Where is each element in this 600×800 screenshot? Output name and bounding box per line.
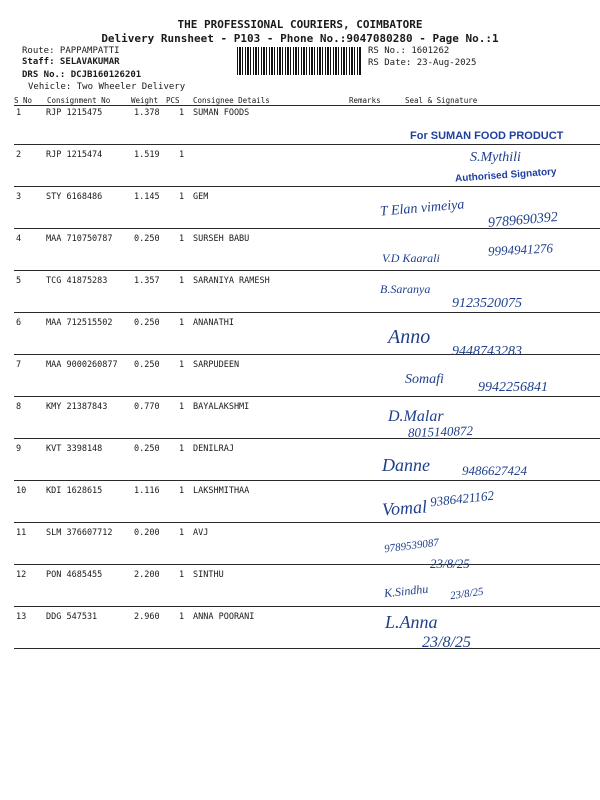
row-weight: 0.200 <box>134 528 160 538</box>
col-seal: Seal & Signature <box>405 96 478 105</box>
row-weight: 2.200 <box>134 570 160 580</box>
row-weight: 1.378 <box>134 108 160 118</box>
row-sno: 6 <box>16 318 22 328</box>
row-consignment-no: MAA 712515502 <box>46 318 113 328</box>
row-weight: 0.770 <box>134 402 160 412</box>
row-weight: 0.250 <box>134 444 160 454</box>
phone-row-5: 9123520075 <box>452 296 522 311</box>
row-consignee: SARPUDEEN <box>193 360 240 370</box>
row-separator <box>14 606 600 607</box>
row-pcs: 1 <box>179 318 185 328</box>
signature-row-13: L.Anna <box>385 612 438 632</box>
col-sno: S No <box>14 96 33 105</box>
row-weight: 2.960 <box>134 612 160 622</box>
row-consignee: ANNA POORANI <box>193 612 255 622</box>
row-pcs: 1 <box>179 612 185 622</box>
row-consignment-no: RJP 1215474 <box>46 150 103 160</box>
row-separator <box>14 396 600 397</box>
row-sno: 1 <box>16 108 22 118</box>
row-pcs: 1 <box>179 234 185 244</box>
row-separator <box>14 312 600 313</box>
signature-row-3: T Elan vimeiya <box>379 197 465 220</box>
signature-row-9: Danne <box>382 455 430 475</box>
row-sno: 10 <box>16 486 27 496</box>
row-separator <box>14 144 600 145</box>
row-sno: 11 <box>16 528 27 538</box>
rs-number: RS No.: 1601262 <box>368 46 450 56</box>
col-remarks: Remarks <box>349 96 381 105</box>
row-pcs: 1 <box>179 108 185 118</box>
row-weight: 0.250 <box>134 318 160 328</box>
row-separator <box>14 522 600 523</box>
phone-row-3: 9789690392 <box>487 209 559 232</box>
signature-row-7: Somafi <box>405 372 444 387</box>
row-pcs: 1 <box>179 150 185 160</box>
row-sno: 9 <box>16 444 22 454</box>
row-consignment-no: RJP 1215475 <box>46 108 103 118</box>
row-consignee: AVJ <box>193 528 209 538</box>
barcode <box>237 47 362 75</box>
row-consignee: SINTHU <box>193 570 224 580</box>
row-weight: 1.519 <box>134 150 160 160</box>
signature-row-12: K.Sindhu <box>383 581 429 601</box>
col-consignee: Consignee Details <box>193 96 270 105</box>
row-sno: 3 <box>16 192 22 202</box>
row-pcs: 1 <box>179 570 185 580</box>
row-separator <box>14 480 600 481</box>
row-consignment-no: KVT 3398148 <box>46 444 103 454</box>
row-consignment-no: KDI 1628615 <box>46 486 103 496</box>
phone-row-7: 9942256841 <box>478 380 548 395</box>
vehicle-label: Vehicle: Two Wheeler Delivery <box>28 82 186 92</box>
row-pcs: 1 <box>179 192 185 202</box>
col-weight: Weight <box>131 96 159 105</box>
phone-row-8: 8015140872 <box>407 422 474 441</box>
col-pcs: PCS <box>166 96 180 105</box>
row-consignment-no: KMY 21387843 <box>46 402 108 412</box>
row-pcs: 1 <box>179 360 185 370</box>
row-consignee: ANANATHI <box>193 318 234 328</box>
row-separator <box>14 438 600 439</box>
signature-row-10: Vomal <box>381 496 428 520</box>
row-consignment-no: DDG 547531 <box>46 612 98 622</box>
date-row-13: 23/8/25 <box>422 634 471 651</box>
company-stamp: For SUMAN FOOD PRODUCT <box>410 130 564 142</box>
row-sno: 8 <box>16 402 22 412</box>
signature-row-6: Anno <box>388 326 431 348</box>
header-rule <box>14 105 600 106</box>
row-pcs: 1 <box>179 444 185 454</box>
row-consignee: SURSEH BABU <box>193 234 250 244</box>
row-weight: 1.116 <box>134 486 160 496</box>
row-consignee: LAKSHMITHAA <box>193 486 250 496</box>
signature-row-8: D.Malar <box>388 408 444 425</box>
rs-date: RS Date: 23-Aug-2025 <box>368 58 477 68</box>
row-consignment-no: MAA 710750787 <box>46 234 113 244</box>
company-name: THE PROFESSIONAL COURIERS, COIMBATORE <box>177 18 423 31</box>
row-separator <box>14 648 600 649</box>
row-consignment-no: STY 6168486 <box>46 192 103 202</box>
row-consignee: BAYALAKSHMI <box>193 402 250 412</box>
phone-row-6: 9448743283 <box>452 344 522 359</box>
col-consignment: Consignment No <box>47 96 111 105</box>
phone-row-4: 9994941276 <box>487 240 554 259</box>
row-weight: 1.145 <box>134 192 160 202</box>
authorised-signatory: Authorised Signatory <box>454 166 557 185</box>
date-row-12: 23/8/25 <box>449 585 485 603</box>
phone-row-10: 9386421162 <box>429 487 495 510</box>
row-consignment-no: PON 4685455 <box>46 570 103 580</box>
signature-row-11: 9789539087 <box>383 536 440 556</box>
row-pcs: 1 <box>179 276 185 286</box>
row-sno: 12 <box>16 570 27 580</box>
runsheet-subtitle: Delivery Runsheet - P103 - Phone No.:9047080280 - Page No.:1 <box>101 32 499 45</box>
stamp-signature: S.Mythili <box>470 150 521 165</box>
row-sno: 5 <box>16 276 22 286</box>
signature-row-5: B.Saranya <box>380 282 431 296</box>
row-consignment-no: TCG 41875283 <box>46 276 108 286</box>
row-pcs: 1 <box>179 402 185 412</box>
row-sno: 13 <box>16 612 27 622</box>
row-sno: 7 <box>16 360 22 370</box>
row-weight: 0.250 <box>134 234 160 244</box>
row-separator <box>14 564 600 565</box>
row-pcs: 1 <box>179 528 185 538</box>
row-consignee: SUMAN FOODS <box>193 108 250 118</box>
row-sno: 4 <box>16 234 22 244</box>
row-separator <box>14 270 600 271</box>
drs-number: DRS No.: DCJB160126201 <box>22 70 142 80</box>
staff-label: Staff: SELAVAKUMAR <box>22 57 120 67</box>
row-consignee: DENILRAJ <box>193 444 234 454</box>
row-weight: 0.250 <box>134 360 160 370</box>
row-separator <box>14 186 600 187</box>
signature-row-4: V.D Kaarali <box>382 251 440 265</box>
row-pcs: 1 <box>179 486 185 496</box>
phone-row-9: 9486627424 <box>462 463 527 478</box>
row-weight: 1.357 <box>134 276 160 286</box>
row-consignee: SARANIYA RAMESH <box>193 276 270 286</box>
row-sno: 2 <box>16 150 22 160</box>
row-consignment-no: MAA 9000260877 <box>46 360 118 370</box>
route-label: Route: PAPPAMPATTI <box>22 46 120 56</box>
date-row-11: 23/8/25 <box>430 556 470 571</box>
row-consignee: GEM <box>193 192 209 202</box>
row-consignment-no: SLM 376607712 <box>46 528 113 538</box>
